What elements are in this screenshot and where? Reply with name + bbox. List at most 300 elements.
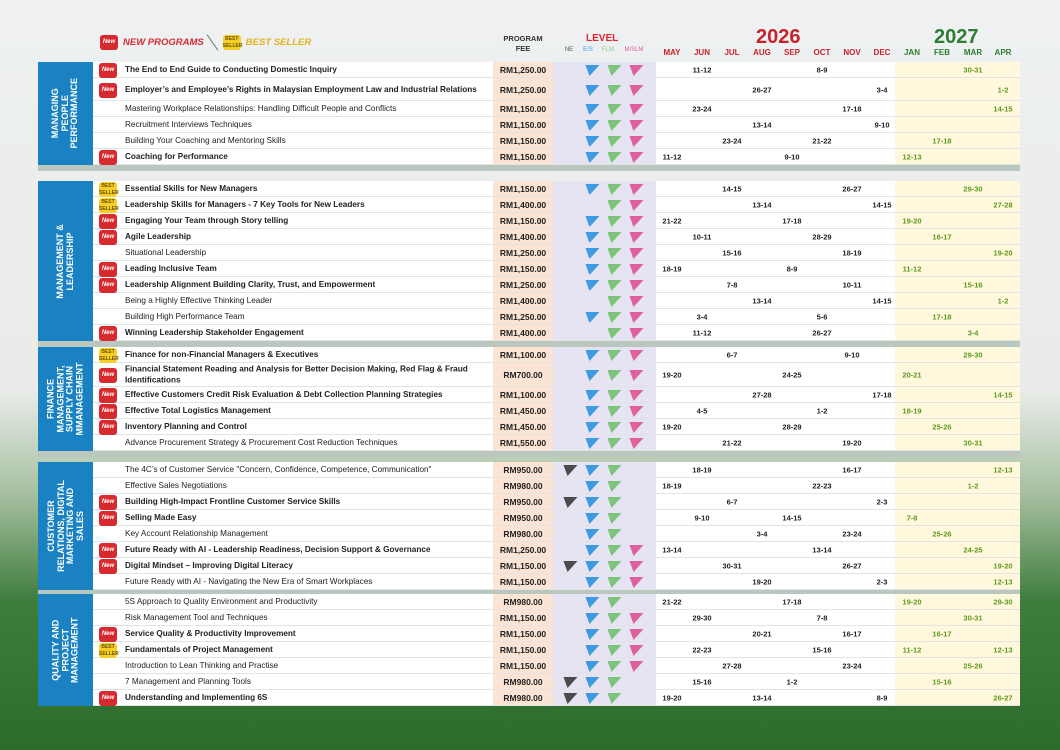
row-divider [93,705,1020,706]
date-may[interactable]: 21-22 [662,597,682,607]
date-jun[interactable]: 10-11 [692,232,712,242]
date-feb[interactable]: 17-18 [932,312,952,322]
program-fee: RM1,150.00 [499,120,547,130]
level-mslm-triangle-icon [627,390,644,401]
program-fee: RM1,100.00 [499,390,547,400]
level-column-header: LEVEL [586,33,619,44]
level-flm-triangle-icon [605,422,622,433]
table-row[interactable] [93,387,1020,403]
program-fee: RM1,150.00 [499,645,547,655]
date-mar[interactable]: 1-2 [967,481,979,491]
level-es-triangle-icon [583,661,600,672]
date-aug[interactable]: 27-28 [752,390,772,400]
header [0,0,1060,62]
date-may[interactable]: 13-14 [662,545,682,555]
program-title[interactable]: Building High Performance Team [125,311,245,321]
program-fee: RM1,150.00 [499,216,547,226]
level-flm-triangle-icon [605,629,622,640]
level-flm-triangle-icon [605,390,622,401]
program-fee: RM980.00 [503,481,543,491]
level-flm-triangle-icon [605,350,622,361]
date-aug[interactable]: 13-14 [752,200,772,210]
program-title[interactable]: Risk Management Tool and Techniques [125,612,268,622]
table-row[interactable] [93,325,1020,341]
date-jun[interactable]: 15-16 [692,677,712,687]
program-title[interactable]: Advance Procurement Strategy & Procurement Cost Reduction Techniques [125,437,398,447]
program-title[interactable]: Being a Highly Effective Thinking Leader [125,295,273,305]
date-sep[interactable]: 9-10 [784,152,800,162]
program-title[interactable]: Finance for non-Financial Managers & Executives [125,349,319,359]
date-oct[interactable]: 15-16 [812,645,832,655]
date-dec[interactable]: 3-4 [876,85,888,94]
level-mslm-triangle-icon [627,232,644,243]
date-aug[interactable]: 13-14 [752,120,772,130]
program-fee: RM1,150.00 [499,184,547,194]
date-jan[interactable]: 12-13 [902,152,922,162]
level-es-triangle-icon [583,390,600,401]
date-sep[interactable]: 17-18 [782,216,802,226]
level-es-label: E/S [583,47,593,53]
month-header-feb-2027: FEB [934,48,950,57]
date-oct[interactable]: 13-14 [812,545,832,555]
program-title[interactable]: Building Your Coaching and Mentoring Skills [125,135,286,145]
date-apr[interactable]: 26-27 [993,693,1013,703]
section-label-text: MANAGEMENT & LEADERSHIP [55,223,75,299]
level-es-triangle-icon [583,370,600,381]
date-feb[interactable]: 25-26 [932,422,952,432]
program-title[interactable]: Leadership Alignment Building Clarity, Trust, and Empowerment [125,279,376,289]
table-row[interactable] [93,403,1020,419]
date-nov[interactable]: 23-24 [842,661,862,671]
program-fee: RM1,150.00 [499,661,547,671]
date-aug[interactable]: 19-20 [752,577,772,587]
new-badge-icon: New [99,543,117,558]
program-title[interactable]: Situational Leadership [125,247,207,257]
program-fee: RM950.00 [503,513,543,523]
date-jul[interactable]: 6-7 [726,497,738,507]
date-jun[interactable]: 22-23 [692,645,712,655]
level-mslm-triangle-icon [627,577,644,588]
date-apr[interactable]: 1-2 [997,296,1009,306]
new-badge-icon: New [99,214,117,229]
table-row[interactable] [93,62,1020,78]
date-jun[interactable]: 4-5 [696,406,708,416]
level-mslm-triangle-icon [627,406,644,417]
date-jul[interactable]: 7-8 [726,280,738,290]
date-nov[interactable]: 9-10 [844,350,860,360]
level-es-triangle-icon [583,136,600,147]
date-feb[interactable]: 15-16 [932,677,952,687]
date-oct[interactable]: 26-27 [812,328,832,338]
date-jun[interactable]: 11-12 [692,328,712,338]
table-row[interactable] [93,309,1020,325]
date-nov[interactable]: 26-27 [842,561,862,571]
date-jun[interactable]: 18-19 [692,465,712,475]
date-oct[interactable]: 8-9 [816,65,828,75]
level-mslm-label: M/SLM [624,47,644,53]
table-row[interactable] [93,419,1020,435]
date-nov[interactable]: 10-11 [842,280,862,290]
level-flm-triangle-icon [605,497,622,508]
program-title[interactable]: Future Ready with AI - Navigating the New Era of Smart Workplaces [125,576,373,586]
level-es-triangle-icon [583,481,600,492]
level-mslm-triangle-icon [627,65,644,76]
level-ne-triangle-icon [561,677,578,688]
new-badge-icon: New [99,326,117,341]
date-apr[interactable]: 14-15 [993,104,1013,114]
date-jan[interactable]: 11-12 [902,645,922,655]
table-row[interactable] [93,542,1020,558]
level-es-triangle-icon [583,350,600,361]
date-may[interactable]: 11-12 [662,152,682,162]
level-mslm-triangle-icon [627,120,644,131]
program-fee: RM1,250.00 [499,65,547,75]
program-title[interactable]: Essential Skills for New Managers [125,183,258,193]
date-apr[interactable]: 12-13 [993,465,1013,475]
legend [100,33,311,51]
table-row[interactable] [93,574,1020,590]
date-apr[interactable]: 12-13 [993,577,1013,587]
date-mar[interactable]: 15-16 [963,280,983,290]
new-badge-icon: New [99,511,117,526]
program-title[interactable]: Key Account Relationship Management [125,528,268,538]
date-sep[interactable]: 28-29 [782,422,802,432]
date-jul[interactable]: 6-7 [726,350,738,360]
new-badge-icon: New [99,559,117,574]
level-es-triangle-icon [583,104,600,115]
program-fee: RM1,250.00 [499,312,547,322]
date-sep[interactable]: 1-2 [786,677,798,687]
level-mslm-triangle-icon [627,422,644,433]
date-jun[interactable]: 3-4 [696,312,708,322]
date-mar[interactable]: 29-30 [963,350,983,360]
level-mslm-triangle-icon [627,438,644,449]
program-fee: RM1,100.00 [499,350,547,360]
table-row[interactable] [93,610,1020,626]
table-row[interactable] [93,261,1020,277]
level-flm-triangle-icon [605,120,622,131]
level-es-triangle-icon [583,645,600,656]
date-feb[interactable]: 16-17 [932,232,952,242]
table-row[interactable] [93,213,1020,229]
level-flm-triangle-icon [605,328,622,339]
date-dec[interactable]: 17-18 [872,390,892,400]
table-row[interactable] [93,149,1020,165]
level-mslm-triangle-icon [627,184,644,195]
level-flm-triangle-icon [605,370,622,381]
date-jul[interactable]: 23-24 [722,136,742,146]
date-mar[interactable]: 25-26 [963,661,983,671]
table-row[interactable] [93,277,1020,293]
month-header-oct-2026: OCT [813,48,831,57]
date-apr[interactable]: 12-13 [993,645,1013,655]
date-sep[interactable]: 24-25 [782,370,802,380]
date-jul[interactable]: 14-15 [722,184,742,194]
date-apr[interactable]: 29-30 [993,597,1013,607]
date-apr[interactable]: 1-2 [997,85,1009,94]
table-row[interactable] [93,594,1020,610]
table-row[interactable] [93,642,1020,658]
month-header-apr-2027: APR [994,48,1012,57]
level-mslm-triangle-icon [627,661,644,672]
new-badge-icon: New [99,691,117,706]
level-flm-triangle-icon [605,232,622,243]
month-header-aug-2026: AUG [753,48,771,57]
date-sep[interactable]: 17-18 [782,597,802,607]
program-title[interactable]: Selling Made Easy [125,512,197,522]
program-title[interactable]: 7 Management and Planning Tools [125,676,251,686]
section-label [38,462,93,590]
date-oct[interactable]: 7-8 [816,613,828,623]
new-badge-icon: New [99,404,117,419]
date-aug[interactable]: 20-21 [752,629,772,639]
table-row[interactable] [93,478,1020,494]
date-may[interactable]: 19-20 [662,693,682,703]
date-jul[interactable]: 21-22 [722,438,742,448]
date-aug[interactable]: 13-14 [752,296,772,306]
date-jan[interactable]: 18-19 [902,406,922,416]
program-title[interactable]: Engaging Your Team through Story telling [125,215,289,225]
date-jun[interactable]: 9-10 [694,513,710,523]
table-row[interactable] [93,133,1020,149]
level-flm-triangle-icon [605,85,622,96]
table-row[interactable] [93,658,1020,674]
date-feb[interactable]: 16-17 [932,629,952,639]
level-mslm-triangle-icon [627,312,644,323]
program-title[interactable]: Inventory Planning and Control [125,421,247,431]
section-label [38,347,93,451]
date-oct[interactable]: 21-22 [812,136,832,146]
program-fee: RM1,150.00 [499,561,547,571]
month-header-may-2026: MAY [663,48,681,57]
date-may[interactable]: 21-22 [662,216,682,226]
date-apr[interactable]: 19-20 [993,561,1013,571]
section-4 [38,594,1020,706]
program-title[interactable]: Leadership Skills for Managers - 7 Key Tools for New Leaders [125,199,365,209]
date-mar[interactable]: 29-30 [963,184,983,194]
legend-best-label: BEST SELLER [245,36,312,48]
level-es-triangle-icon [583,120,600,131]
date-mar[interactable]: 30-31 [963,65,983,75]
program-title[interactable]: Introduction to Lean Thinking and Practise [125,660,279,670]
new-badge-icon: New [99,368,117,383]
level-es-triangle-icon [583,629,600,640]
table-row[interactable] [93,101,1020,117]
date-mar[interactable]: 30-31 [963,613,983,623]
date-nov[interactable]: 23-24 [842,529,862,539]
date-dec[interactable]: 2-3 [876,497,888,507]
date-aug[interactable]: 13-14 [752,693,772,703]
table-row[interactable] [93,690,1020,706]
date-jan[interactable]: 19-20 [902,216,922,226]
section-grid [93,62,1020,165]
date-jul[interactable]: 15-16 [722,248,742,258]
level-flm-triangle-icon [605,481,622,492]
table-row[interactable] [93,674,1020,690]
program-title[interactable]: 5S Approach to Quality Environment and Productivity [125,596,318,606]
table-row[interactable] [93,117,1020,133]
legend-new-label: NEW PROGRAMS [123,36,204,48]
level-flm-triangle-icon [605,645,622,656]
date-dec[interactable]: 14-15 [872,296,892,306]
level-flm-triangle-icon [605,296,622,307]
table-row[interactable] [93,494,1020,510]
table-row[interactable] [93,293,1020,309]
program-fee: RM980.00 [503,597,543,607]
level-flm-triangle-icon [605,465,622,476]
table-row[interactable] [93,245,1020,261]
date-nov[interactable]: 17-18 [842,104,862,114]
program-title[interactable]: Employer’s and Employee’s Rights in Malaysian Employment Law and Industrial Relations [125,84,477,94]
level-flm-triangle-icon [605,561,622,572]
date-nov[interactable]: 19-20 [842,438,862,448]
date-nov[interactable]: 16-17 [842,629,862,639]
month-header-nov-2026: NOV [843,48,861,57]
date-aug[interactable]: 3-4 [756,529,768,539]
table-row[interactable] [93,526,1020,542]
program-fee: RM1,400.00 [499,200,547,210]
program-title[interactable]: Winning Leadership Stakeholder Engagement [125,327,304,337]
table-row[interactable] [93,363,1020,387]
level-ne-triangle-icon [561,561,578,572]
program-fee: RM1,150.00 [499,136,547,146]
level-flm-triangle-icon [605,104,622,115]
section-label-text: QUALITY AND PROJECT MANAGEMENT [50,617,80,683]
table-row[interactable] [93,229,1020,245]
program-title[interactable]: The End to End Guide to Conducting Domestic Inquiry [125,64,337,74]
date-apr[interactable]: 27-28 [993,200,1013,210]
table-row[interactable] [93,78,1020,101]
date-aug[interactable]: 26-27 [752,85,772,94]
program-title[interactable]: Leading Inclusive Team [125,263,217,273]
date-sep[interactable]: 14-15 [782,513,802,523]
date-mar[interactable]: 30-31 [963,438,983,448]
new-badge-icon: New [99,230,117,245]
date-may[interactable]: 19-20 [662,370,682,380]
level-mslm-triangle-icon [627,248,644,259]
date-sep[interactable]: 8-9 [786,264,798,274]
date-jun[interactable]: 23-24 [692,104,712,114]
program-title[interactable]: Effective Customers Credit Risk Evaluation & Debt Collection Planning Strategies [125,389,443,399]
date-apr[interactable]: 14-15 [993,390,1013,400]
date-nov[interactable]: 18-19 [842,248,862,258]
date-may[interactable]: 19-20 [662,422,682,432]
table-row[interactable] [93,197,1020,213]
program-title[interactable]: Understanding and Implementing 6S [125,692,268,702]
date-feb[interactable]: 25-26 [932,529,952,539]
new-badge-icon: New [100,35,118,50]
level-flm-triangle-icon [605,280,622,291]
date-dec[interactable]: 14-15 [872,200,892,210]
level-es-triangle-icon [583,216,600,227]
level-es-triangle-icon [583,597,600,608]
table-row[interactable] [93,510,1020,526]
program-title[interactable]: The 4C’s of Customer Service "Concern, Confidence, Competence, Communication" [125,464,432,474]
date-mar[interactable]: 3-4 [967,328,979,338]
program-title[interactable]: Service Quality & Productivity Improvement [125,628,296,638]
level-ne-triangle-icon [561,693,578,704]
date-oct[interactable]: 22-23 [812,481,832,491]
program-title[interactable]: Mastering Workplace Relationships: Handling Difficult People and Conflicts [125,103,397,113]
date-dec[interactable]: 9-10 [874,120,890,130]
date-jul[interactable]: 30-31 [722,561,742,571]
date-oct[interactable]: 1-2 [816,406,828,416]
level-es-triangle-icon [583,184,600,195]
program-title[interactable]: Effective Sales Negotiations [125,480,227,490]
program-title[interactable]: Coaching for Performance [125,151,228,161]
table-row[interactable] [93,626,1020,642]
level-mslm-triangle-icon [627,645,644,656]
date-feb[interactable]: 17-18 [932,136,952,146]
program-fee: RM1,150.00 [499,613,547,623]
level-flm-triangle-icon [605,613,622,624]
date-jun[interactable]: 29-30 [692,613,712,623]
program-title[interactable]: Agile Leadership [125,231,191,241]
program-title[interactable]: Financial Statement Reading and Analysis for Better Decision Making, Red Flag & Fraud Identifications [125,364,468,384]
level-es-triangle-icon [583,248,600,259]
program-title[interactable]: Future Ready with AI - Leadership Readiness, Decision Support & Governance [125,544,431,554]
program-fee: RM1,150.00 [499,104,547,114]
fee-header-line2: FEE [515,44,531,53]
program-title[interactable]: Building High-Impact Frontline Customer Service Skills [125,496,341,506]
date-oct[interactable]: 28-29 [812,232,832,242]
table-row[interactable] [93,347,1020,363]
date-dec[interactable]: 8-9 [876,693,888,703]
level-flm-triangle-icon [605,513,622,524]
date-dec[interactable]: 2-3 [876,577,888,587]
program-title[interactable]: Effective Total Logistics Management [125,405,271,415]
level-flm-triangle-icon [605,216,622,227]
month-header-dec-2026: DEC [873,48,891,57]
program-fee: RM1,150.00 [499,264,547,274]
fee-column-header [493,34,553,54]
table-row[interactable] [93,462,1020,478]
date-jun[interactable]: 11-12 [692,65,712,75]
date-jan[interactable]: 19-20 [902,597,922,607]
program-title[interactable]: Fundamentals of Project Management [125,644,273,654]
program-title[interactable]: Digital Mindset – Improving Digital Literacy [125,560,293,570]
date-apr[interactable]: 19-20 [993,248,1013,258]
table-row[interactable] [93,435,1020,451]
date-jan[interactable]: 7-8 [906,513,918,523]
date-may[interactable]: 18-19 [662,264,682,274]
date-oct[interactable]: 5-6 [816,312,828,322]
date-nov[interactable]: 26-27 [842,184,862,194]
program-title[interactable]: Recruitment Interviews Techniques [125,119,252,129]
table-row[interactable] [93,181,1020,197]
program-fee: RM1,550.00 [499,438,547,448]
best-seller-badge-icon: BEST SELLER [222,35,243,49]
year-2027: 2027 [934,26,979,48]
level-flm-triangle-icon [605,65,622,76]
level-flm-triangle-icon [605,312,622,323]
date-jan[interactable]: 20-21 [902,370,922,380]
level-flm-triangle-icon [605,406,622,417]
section-separator [38,165,1020,171]
date-jul[interactable]: 27-28 [722,661,742,671]
level-mslm-triangle-icon [627,104,644,115]
program-fee: RM700.00 [503,370,543,380]
level-mslm-triangle-icon [627,545,644,556]
date-jan[interactable]: 11-12 [902,264,922,274]
level-es-triangle-icon [583,465,600,476]
section-grid [93,594,1020,706]
date-may[interactable]: 18-19 [662,481,682,491]
level-mslm-triangle-icon [627,200,644,211]
date-nov[interactable]: 16-17 [842,465,862,475]
date-mar[interactable]: 24-25 [963,545,983,555]
table-row[interactable] [93,558,1020,574]
